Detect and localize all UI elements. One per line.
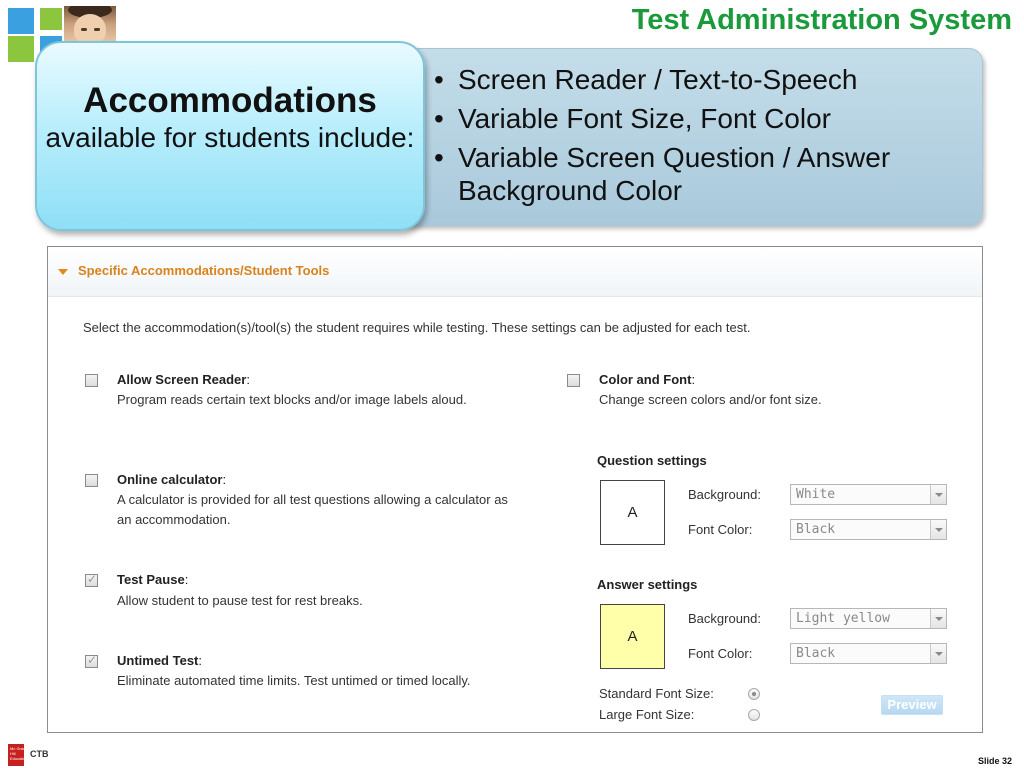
- online-calculator-checkbox[interactable]: [85, 474, 98, 487]
- question-background-select[interactable]: White: [790, 484, 947, 505]
- preview-button[interactable]: Preview: [881, 695, 943, 715]
- question-font-color-select[interactable]: Black: [790, 519, 947, 540]
- section-header[interactable]: [48, 247, 982, 297]
- chevron-down-icon[interactable]: [930, 520, 946, 539]
- slide-title: Test Administration System: [631, 4, 1012, 36]
- decorative-square: [40, 8, 62, 30]
- standard-font-size-radio[interactable]: [748, 688, 760, 700]
- color-and-font-checkbox[interactable]: [567, 374, 580, 387]
- answer-font-color-select[interactable]: Black: [790, 643, 947, 664]
- answer-settings-heading: Answer settings: [597, 577, 698, 592]
- section-title: Specific Accommodations/Student Tools: [78, 263, 330, 278]
- option-description: Program reads certain text blocks and/or image labels aloud.: [117, 392, 467, 407]
- student-photo: [64, 6, 116, 42]
- intro-text: Select the accommodation(s)/tool(s) the student requires while testing. These settings can be adjusted for each test.: [83, 320, 751, 335]
- option-title: Allow Screen Reader:: [117, 372, 250, 387]
- option-description: Eliminate automated time limits. Test untimed or timed locally.: [117, 673, 471, 688]
- field-label: Large Font Size:: [599, 707, 695, 722]
- option-description: Change screen colors and/or font size.: [599, 392, 822, 407]
- chevron-down-icon[interactable]: [930, 609, 946, 628]
- chevron-down-icon[interactable]: [930, 485, 946, 504]
- answer-preview-swatch: A: [600, 604, 665, 669]
- option-title: Untimed Test:: [117, 653, 203, 668]
- option-title: Color and Font:: [599, 372, 696, 387]
- field-label: Font Color:: [688, 522, 753, 537]
- slide-number: Slide 32: [977, 756, 1012, 766]
- ctb-logo-text: CTB: [30, 749, 49, 759]
- option-description: Allow student to pause test for rest breaks.: [117, 593, 363, 608]
- option-title: Online calculator:: [117, 472, 227, 487]
- accommodations-screen: [47, 246, 983, 733]
- option-title: Test Pause:: [117, 572, 189, 587]
- field-label: Standard Font Size:: [599, 686, 714, 701]
- field-label: Background:: [688, 487, 761, 502]
- decorative-square: [8, 36, 34, 62]
- test-pause-checkbox[interactable]: [85, 574, 98, 587]
- feature-item: • Screen Reader / Text-to-Speech: [432, 63, 977, 96]
- question-preview-swatch: A: [600, 480, 665, 545]
- option-description: A calculator is provided for all test questions allowing a calculator as an accommodation.: [117, 492, 508, 527]
- decorative-square: [8, 8, 34, 34]
- chevron-down-icon[interactable]: [930, 644, 946, 663]
- accommodations-callout: [35, 41, 425, 231]
- features-list: [432, 63, 977, 213]
- field-label: Background:: [688, 611, 761, 626]
- accommodations-heading: Accommodations: [83, 81, 377, 120]
- feature-item: • Variable Font Size, Font Color: [432, 102, 977, 135]
- accommodations-subheading: available for students include:: [45, 122, 415, 153]
- answer-background-select[interactable]: Light yellow: [790, 608, 947, 629]
- collapse-arrow-icon[interactable]: [58, 269, 68, 275]
- large-font-size-radio[interactable]: [748, 709, 760, 721]
- untimed-test-checkbox[interactable]: [85, 655, 98, 668]
- field-label: Font Color:: [688, 646, 753, 661]
- screen-reader-checkbox[interactable]: [85, 374, 98, 387]
- question-settings-heading: Question settings: [597, 453, 707, 468]
- feature-item: • Variable Screen Question / Answer Background Color: [432, 141, 977, 207]
